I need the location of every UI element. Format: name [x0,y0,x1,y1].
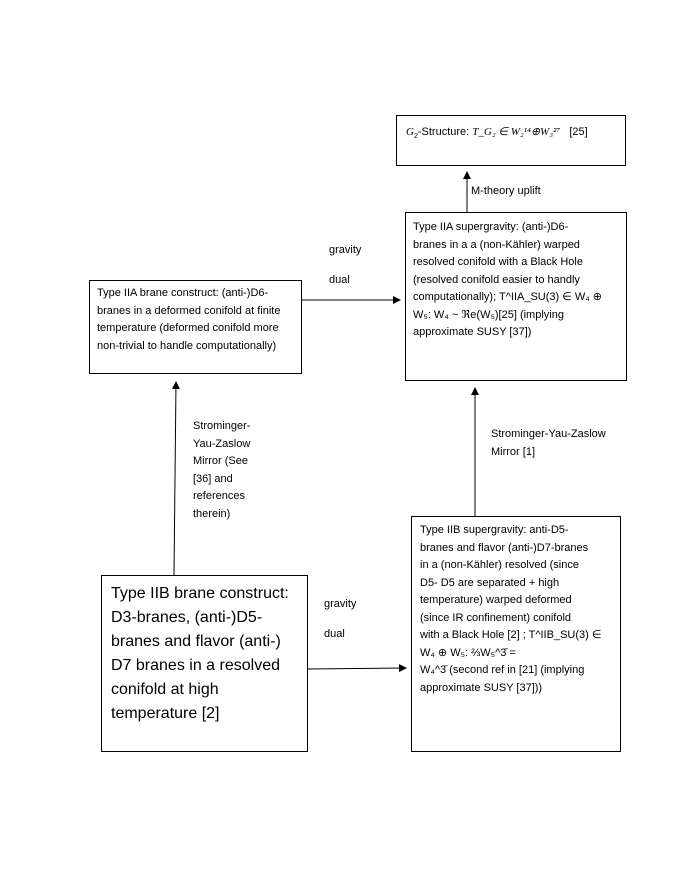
iib-supergravity-box [411,516,621,752]
arrow-syz-left [174,382,176,575]
syz-left-label: Strominger- Yau-Zaslow Mirror (See [36] and references therein) [193,420,251,520]
syz-right-label: Strominger-Yau-Zaslow Mirror [1] [491,428,606,458]
mtheory-uplift-label: M-theory uplift [471,185,541,197]
g2-formula: T_G₂ ∈ W₂¹⁴⊕W₃²⁷ [472,126,561,138]
gravity-dual-top-label-2: dual [329,274,350,286]
iia-supergravity-text: Type IIA supergravity: (anti-)D6- branes in a a (non-Kähler) warped resolved conifold with a Black Hole (resolved conifold easier to handly computationally); T^IIA_SU(3) ∈ W₄ ⊕ W₅: W₄ ~ ℜe(W₅)[25] (implying approximate SUSY [37]) [413,221,603,338]
iia-brane-construct-box [89,280,302,374]
iib-brane-text: Type IIB brane construct: D3-branes, (anti-)D5- branes and flavor (anti-) D7 branes in a resolved conifold at high temperature [2] [111,585,289,722]
g2-ref: [25] [569,126,588,138]
iia-brane-text: Type IIA brane construct: (anti-)D6- branes in a deformed conifold at finite temperature (deformed conifold more non-trivial to handle computationally) [97,287,281,352]
gravity-dual-bottom-label-2: dual [324,628,345,640]
g2-structure-box: $G_2$-Structure: T_G₂ ∈ W₂¹⁴⊕W₃²⁷ [25] [396,115,626,166]
arrow-gravity-dual-bottom [307,668,406,669]
iib-brane-construct-box [101,575,308,752]
gravity-dual-bottom-label-1: gravity [324,598,357,610]
gravity-dual-top-label-1: gravity [329,244,362,256]
iib-supergravity-text: Type IIB supergravity: anti-D5- branes and flavor (anti-)D7-branes in a (non-Kähler) resolved (since D5- D5 are separated + high temperature) warped deformed (since IR confinement) conifold with a Black Hole [2] ; T^IIB_SU(3) ∈ W₄ ⊕ W₅: ⅔W₅^3̄ = W₄^3̄ (second ref in [21] (implying approximate SUSY [37])) [420,524,602,694]
iia-supergravity-box [405,212,627,381]
g2-symbol: G [406,126,414,138]
